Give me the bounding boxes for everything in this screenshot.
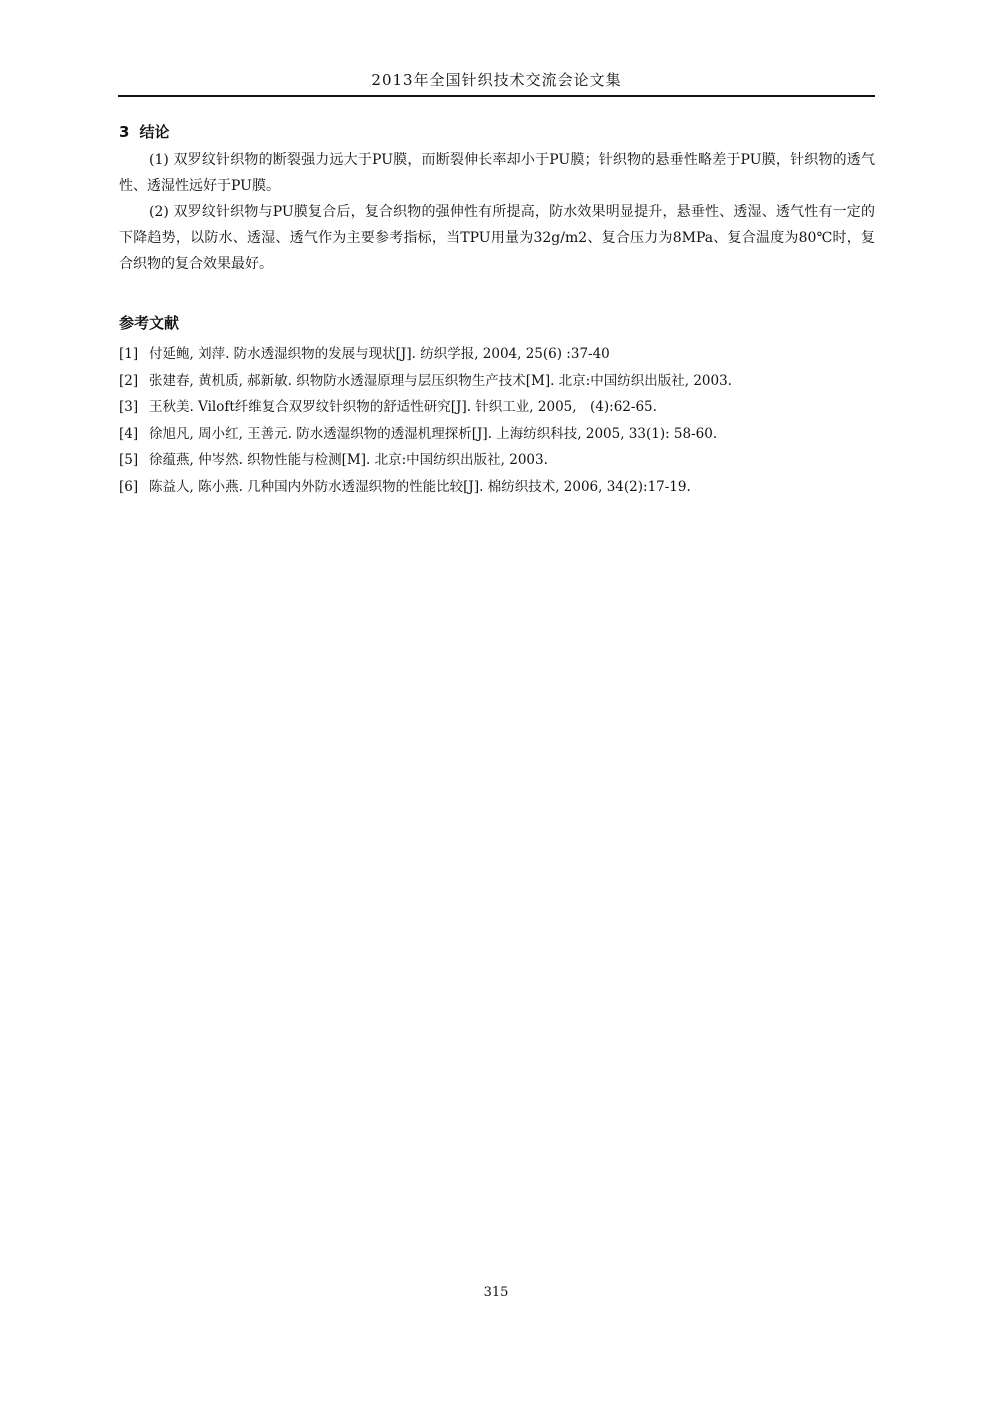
page-number: 315 (483, 1285, 509, 1300)
section-title: 结论 (139, 123, 170, 141)
reference-number: [5] (119, 452, 139, 468)
section-heading-conclusion (119, 121, 169, 143)
reference-text: 王秋美. Viloft纤维复合双罗纹针织物的舒适性研究[J]. 针织工业, 2005, (4):62-65. (149, 399, 657, 415)
reference-item-3 (119, 394, 879, 421)
reference-text: 陈益人, 陈小燕. 几种国内外防水透湿织物的性能比较[J]. 棉纺织技术, 2006, 34(2):17-19. (149, 478, 691, 495)
references-heading: 参考文献 (119, 314, 180, 332)
reference-number: [3] (119, 399, 139, 415)
reference-number: [2] (119, 372, 139, 389)
reference-list (119, 341, 879, 500)
reference-number: [6] (119, 478, 139, 495)
conclusion-body (119, 147, 875, 277)
reference-text: 徐蕴燕, 仲岑然. 织物性能与检测[M]. 北京:中国纺织出版社, 2003. (149, 452, 548, 468)
conclusion-paragraph-2: (2) 双罗纹针织物与PU膜复合后，复合织物的强伸性有所提高，防水效果明显提升，悬垂性、透湿、透气性有一定的下降趋势，以防水、透湿、透气作为主要参考指标，当TPU用量为32g/m2、复合压力为8MPa、复合温度为80℃时，复合织物的复合效果最好。 (119, 204, 875, 272)
header-rule (118, 95, 875, 97)
reference-text: 张建春, 黄机质, 郝新敏. 织物防水透湿原理与层压织物生产技术[M]. 北京:中国纺织出版社, 2003. (149, 372, 732, 389)
reference-item-5 (119, 447, 879, 474)
section-number: 3 (119, 123, 130, 141)
reference-text: 徐旭凡, 周小红, 王善元. 防水透湿织物的透湿机理探析[J]. 上海纺织科技, 2005, 33(1): 58-60. (149, 425, 718, 442)
reference-item-1 (119, 341, 879, 368)
reference-item-2 (119, 368, 879, 395)
reference-text: 付延鲍, 刘萍. 防水透湿织物的发展与现状[J]. 纺织学报, 2004, 25(6) :37-40 (149, 346, 610, 362)
reference-number: [4] (119, 425, 139, 442)
running-header: 2013年全国针织技术交流会论文集 (371, 71, 622, 89)
conclusion-paragraph-1: (1) 双罗纹针织物的断裂强力远大于PU膜，而断裂伸长率却小于PU膜；针织物的悬垂性略差于PU膜，针织物的透气性、透湿性远好于PU膜。 (119, 152, 875, 194)
reference-number: [1] (119, 346, 139, 362)
reference-item-6 (119, 474, 879, 501)
reference-item-4 (119, 421, 879, 448)
